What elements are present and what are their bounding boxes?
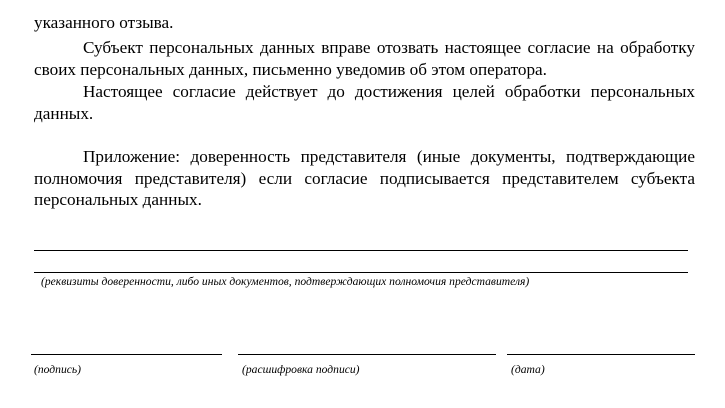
paragraph-validity: Настоящее согласие действует до достижения целей обработки персональных данных.	[34, 82, 695, 123]
date-line[interactable]	[507, 354, 695, 355]
paragraph-attachment: Приложение: доверенность представителя (иные документы, подтверждающие полномочия представителя) если согласие подписывается представителем субъекта персональных данных.	[34, 147, 695, 210]
power-of-attorney-line-1[interactable]	[34, 250, 688, 251]
paragraph-withdrawal-right: Субъект персональных данных вправе отозвать настоящее согласие на обработку своих персональных данных, письменно уведомив об этом оператора.	[34, 38, 695, 79]
signature-transcript-caption: (расшифровка подписи)	[242, 363, 360, 376]
paragraph-withdrawal-end: указанного отзыва.	[34, 13, 174, 32]
date-caption: (дата)	[511, 363, 545, 376]
signature-transcript-line[interactable]	[238, 354, 496, 355]
signature-line[interactable]	[31, 354, 222, 355]
power-of-attorney-line-2[interactable]	[34, 272, 688, 273]
power-of-attorney-caption: (реквизиты доверенности, либо иных документов, подтверждающих полномочия представителя)	[41, 275, 530, 288]
signature-caption: (подпись)	[34, 363, 82, 376]
